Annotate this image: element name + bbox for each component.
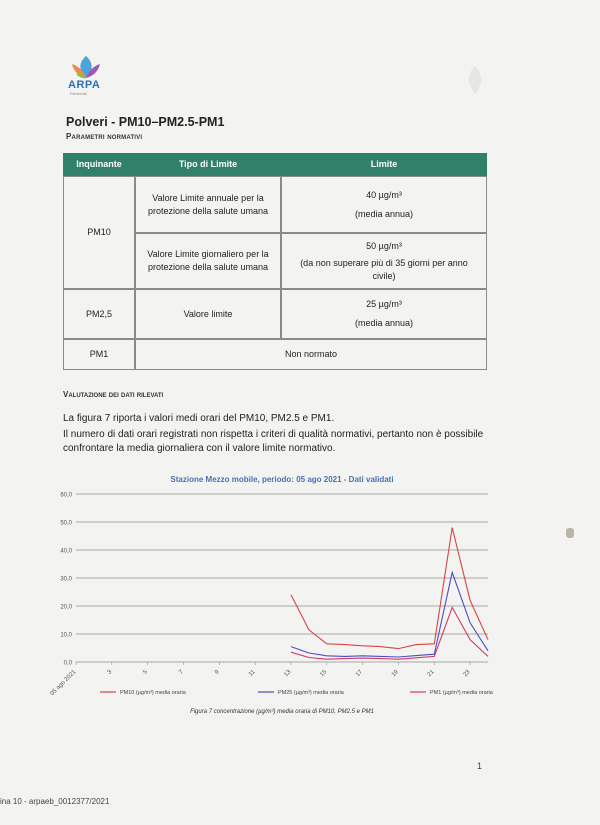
pm10-annual-value: 40 µg/m³ bbox=[366, 189, 402, 200]
table-header-inquinante: Inquinante bbox=[63, 153, 135, 176]
cell-pm10-annual-limit bbox=[281, 176, 487, 233]
table-header-tipo: Tipo di Limite bbox=[135, 153, 281, 176]
margin-mark bbox=[566, 528, 574, 538]
cell-pm25-type: Valore limite bbox=[135, 289, 281, 339]
figure-caption: Figura 7 concentrazione (µg/m³) media oraria di PM10, PM2.5 e PM1 bbox=[190, 709, 374, 715]
watermark-icon bbox=[455, 64, 495, 104]
cell-pm10-annual-type: Valore Limite annuale per la protezione della salute umana bbox=[135, 176, 281, 233]
page-number: 1 bbox=[477, 761, 483, 771]
cell-pm10: PM10 bbox=[63, 176, 135, 289]
x-tick-label: 3 bbox=[106, 669, 114, 676]
series-line-3 bbox=[291, 607, 488, 659]
series-line-1 bbox=[291, 528, 488, 649]
x-tick-label: 23 bbox=[462, 669, 472, 679]
y-tick-label: 50,0 bbox=[60, 520, 72, 527]
logo-subtext: Piemonte bbox=[70, 91, 87, 96]
paragraph-2: Il numero di dati orari registrati non rispetta i criteri di qualità normativi, pertanto non è possibile confrontare la media giornaliera con il valore limite normativo. bbox=[63, 429, 484, 454]
section-title: Valutazione dei dati rilevati bbox=[63, 390, 164, 399]
cell-pm1-value: Non normato bbox=[135, 339, 487, 370]
x-tick-label: 17 bbox=[355, 669, 365, 679]
y-tick-label: 10,0 bbox=[60, 632, 72, 639]
cell-pm25: PM2,5 bbox=[63, 289, 135, 339]
cell-pm25-limit bbox=[281, 289, 487, 339]
x-tick-label: 15 bbox=[319, 669, 329, 679]
paragraph-1: La figura 7 riporta i valori medi orari del PM10, PM2.5 e PM1. bbox=[63, 413, 335, 424]
chart-title: Stazione Mezzo mobile, periodo: 05 ago 2021 - Dati validati bbox=[170, 475, 394, 484]
pm10-daily-note: (da non superare più di 35 giorni per anno civile) bbox=[300, 257, 468, 281]
cell-pm10-daily-limit bbox=[281, 233, 487, 289]
limits-table bbox=[63, 153, 487, 370]
x-tick-label: 21 bbox=[426, 669, 436, 679]
legend-label: PM10 (µg/m³) media oraria bbox=[120, 690, 186, 696]
logo-text: ARPA bbox=[68, 79, 101, 91]
table-header-limite: Limite bbox=[281, 153, 487, 176]
pm10-annual-note: (media annua) bbox=[354, 208, 414, 219]
x-tick-label: 9 bbox=[214, 669, 221, 676]
cell-pm1: PM1 bbox=[63, 339, 135, 370]
page-title: Polveri - PM10–PM2.5-PM1 bbox=[66, 115, 225, 129]
footer-text: ina 10 - arpaeb_0012377/2021 bbox=[0, 797, 110, 806]
pm25-value: 25 µg/m³ bbox=[366, 299, 402, 309]
legend-label: PM1 (µg/m³) media oraria bbox=[430, 690, 493, 696]
y-tick-label: 40,0 bbox=[60, 548, 72, 555]
x-tick-label: 5 bbox=[142, 669, 150, 676]
x-tick-label: 11 bbox=[247, 669, 257, 678]
pm25-note: (media annua) bbox=[354, 318, 414, 328]
legend-label: PM25 (µg/m³) media oraria bbox=[278, 690, 344, 696]
series-line-2 bbox=[291, 572, 488, 657]
section-subtitle: Parametri normativi bbox=[66, 132, 143, 141]
y-tick-label: 0,0 bbox=[63, 660, 72, 667]
pm10-daily-value: 50 µg/m³ bbox=[366, 240, 402, 251]
y-tick-label: 60,0 bbox=[60, 492, 72, 499]
y-tick-label: 20,0 bbox=[60, 604, 72, 611]
x-tick-label: 05 ago 2021 bbox=[49, 669, 78, 698]
x-tick-label: 7 bbox=[178, 669, 185, 676]
y-tick-label: 30,0 bbox=[60, 576, 72, 583]
x-tick-label: 19 bbox=[390, 669, 400, 679]
x-tick-label: 13 bbox=[283, 669, 293, 679]
pm-line-chart bbox=[40, 470, 500, 720]
cell-pm10-daily-type: Valore Limite giornaliero per la protezione della salute umana bbox=[135, 233, 281, 289]
